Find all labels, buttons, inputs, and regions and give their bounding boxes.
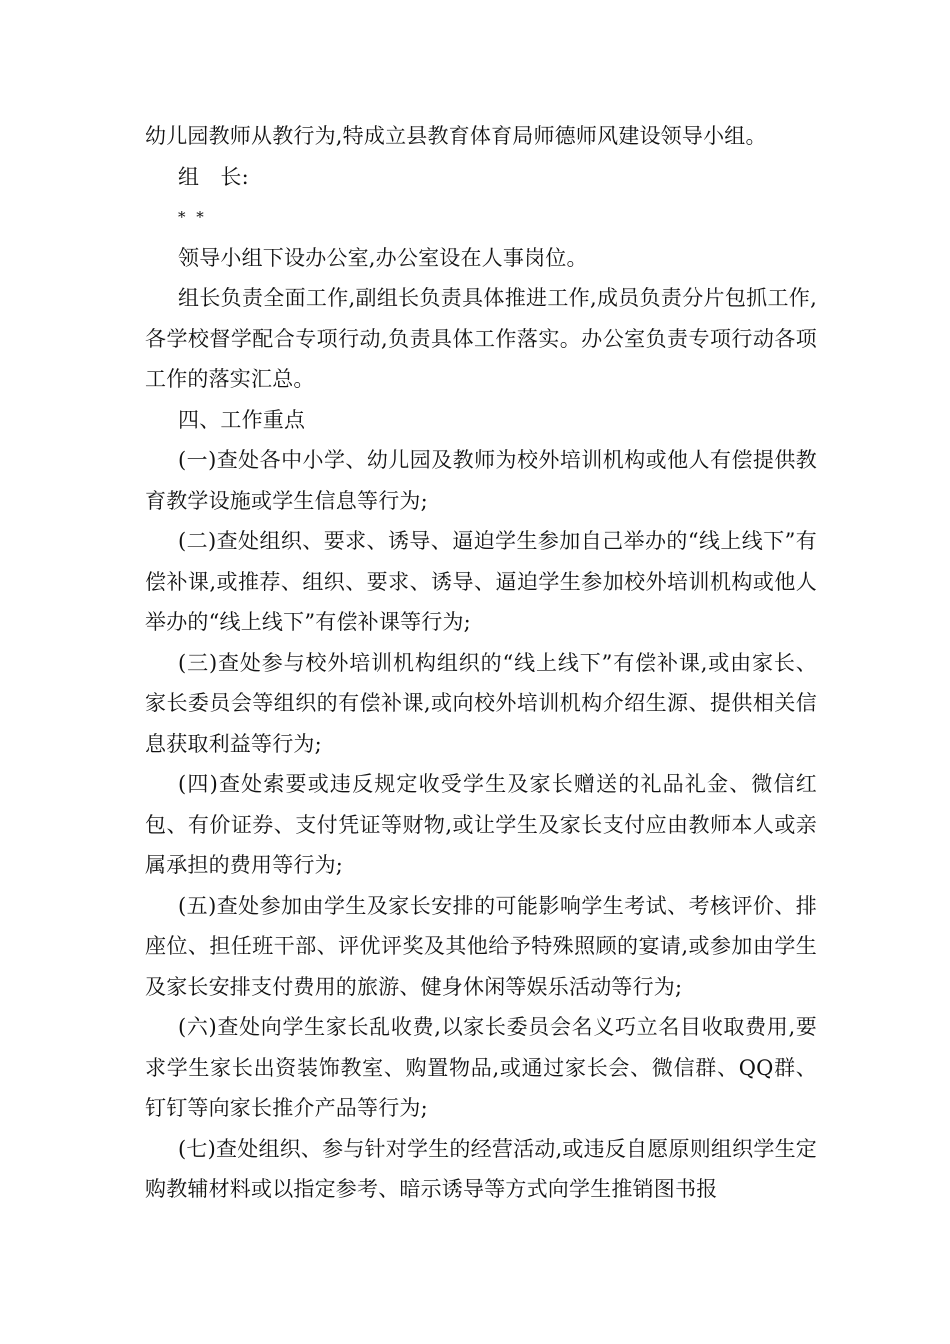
paragraph-item-6: (六)查处向学生家长乱收费,以家长委员会名义巧立名目收取费用,要求学生家长出资装饰教室、购置物品,或通过家长会、微信群、QQ群、钉钉等向家长推介产品等行为;: [145, 1015, 817, 1120]
paragraph-office-setup: 领导小组下设办公室,办公室设在人事岗位。: [178, 245, 588, 270]
paragraph-item-7: (七)查处组织、参与针对学生的经营活动,或违反自愿原则组织学生定购教辅材料或以指定参考、暗示诱导等方式向学生推销图书报: [145, 1136, 817, 1201]
section-heading-work-focus: 四、工作重点: [178, 407, 306, 432]
paragraph-item-4: (四)查处索要或违反规定收受学生及家长赠送的礼品礼金、微信红包、有价证券、支付凭证等财物,或让学生及家长支付应由教师本人或亲属承担的费用等行为;: [145, 772, 817, 877]
paragraph-item-5: (五)查处参加由学生及家长安排的可能影响学生考试、考核评价、排座位、担任班干部、评优评奖及其他给予特殊照顾的宴请,或参加由学生及家长安排支付费用的旅游、健身休闲等娱乐活动等行为;: [145, 893, 817, 999]
paragraph-item-2: (二)查处组织、要求、诱导、逼迫学生参加自己举办的“线上线下”有偿补课,或推荐、组织、要求、诱导、逼迫学生参加校外培训机构或他人举办的“线上线下”有偿补课等行为;: [145, 529, 817, 634]
paragraph-group-leader: 组 长:: [178, 164, 249, 189]
paragraph-redacted-name: * *: [178, 208, 207, 226]
paragraph-intro-continuation: 幼儿园教师从教行为,特成立县教育体育局师德师风建设领导小组。: [145, 124, 767, 148]
paragraph-responsibilities: 组长负责全面工作,副组长负责具体推进工作,成员负责分片包抓工作,各学校督学配合专项行动,负责具体工作落实。办公室负责专项行动各项工作的落实汇总。: [145, 286, 817, 391]
paragraph-item-1: (一)查处各中小学、幼儿园及教师为校外培训机构或他人有偿提供教育教学设施或学生信息等行为;: [145, 448, 817, 513]
paragraph-item-3: (三)查处参与校外培训机构组织的“线上线下”有偿补课,或由家长、家长委员会等组织的有偿补课,或向校外培训机构介绍生源、提供相关信息获取利益等行为;: [145, 650, 817, 756]
document-page: [145, 116, 817, 1210]
